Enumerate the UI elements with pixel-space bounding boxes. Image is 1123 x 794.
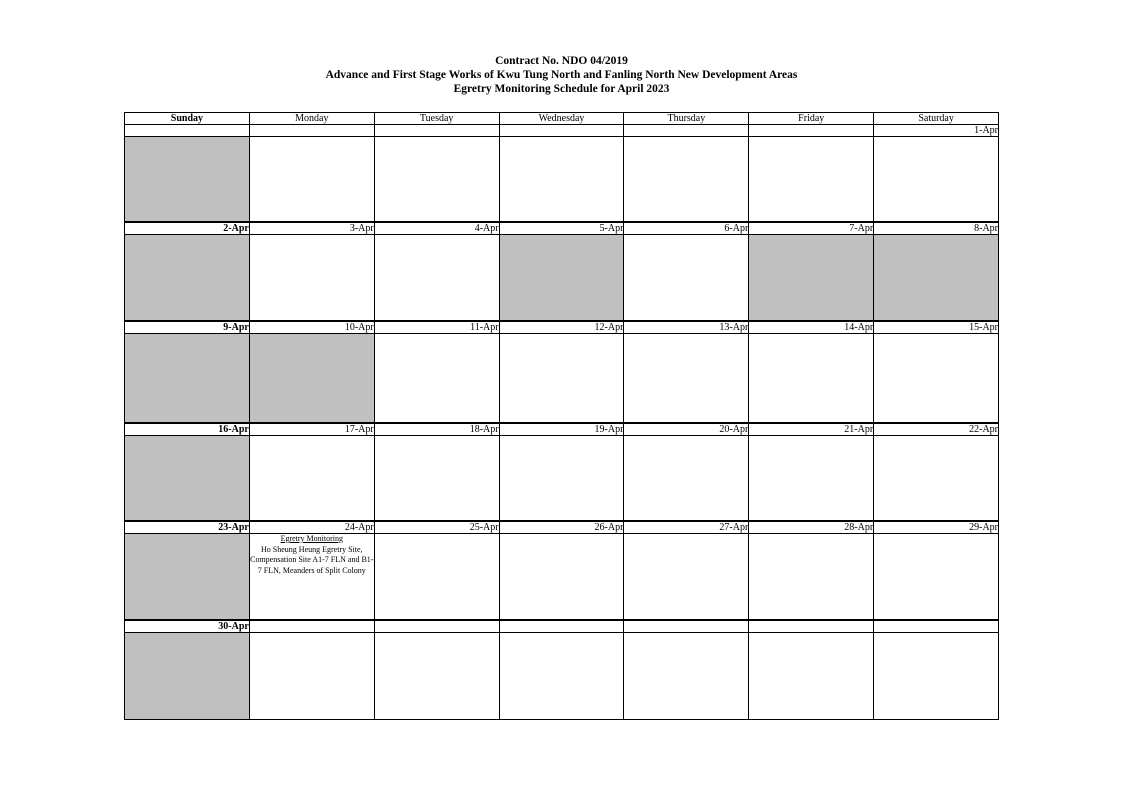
day-cell	[125, 435, 250, 521]
day-cell	[374, 334, 499, 423]
date-label	[125, 125, 250, 137]
day-cell	[749, 632, 874, 719]
day-cell	[125, 334, 250, 423]
day-header-tuesday: Tuesday	[374, 113, 499, 125]
day-cell	[499, 632, 624, 719]
project-title: Advance and First Stage Works of Kwu Tung North and Fanling North New Development Areas	[325, 69, 798, 81]
day-cell	[749, 137, 874, 222]
date-label: 6-Apr	[624, 222, 749, 235]
day-cell	[499, 334, 624, 423]
date-label: 22-Apr	[874, 423, 999, 436]
date-label: 14-Apr	[749, 321, 874, 334]
day-cell	[749, 234, 874, 321]
contract-number: Contract No. NDO 04/2019	[495, 55, 628, 67]
week-6-date-row	[125, 620, 999, 633]
day-cell	[125, 137, 250, 222]
event-title: Egretry Monitoring	[280, 534, 343, 543]
week-3-body-row	[125, 334, 999, 423]
day-cell	[374, 632, 499, 719]
day-cell	[499, 234, 624, 321]
day-cell	[249, 137, 374, 222]
day-header-monday: Monday	[249, 113, 374, 125]
week-5-body-row	[125, 534, 999, 620]
day-cell	[249, 534, 374, 620]
day-cell	[249, 334, 374, 423]
week-2-body-row	[125, 234, 999, 321]
day-cell	[749, 435, 874, 521]
date-label: 29-Apr	[874, 521, 999, 534]
week-3-date-row	[125, 321, 999, 334]
day-cell	[624, 534, 749, 620]
day-cell	[749, 534, 874, 620]
date-label: 30-Apr	[125, 620, 250, 633]
day-cell	[874, 534, 999, 620]
date-label: 3-Apr	[249, 222, 374, 235]
date-label: 27-Apr	[624, 521, 749, 534]
day-cell	[374, 534, 499, 620]
date-label: 23-Apr	[125, 521, 250, 534]
week-4-date-row	[125, 423, 999, 436]
week-5-date-row	[125, 521, 999, 534]
day-cell	[624, 632, 749, 719]
day-header-sunday: Sunday	[125, 113, 250, 125]
date-label: 5-Apr	[499, 222, 624, 235]
date-label: 19-Apr	[499, 423, 624, 436]
day-cell	[499, 137, 624, 222]
date-label: 11-Apr	[374, 321, 499, 334]
date-label: 9-Apr	[125, 321, 250, 334]
day-cell	[125, 234, 250, 321]
day-header-friday: Friday	[749, 113, 874, 125]
week-1-body-row	[125, 137, 999, 222]
date-label: 16-Apr	[125, 423, 250, 436]
date-label: 4-Apr	[374, 222, 499, 235]
day-cell	[125, 534, 250, 620]
date-label: 26-Apr	[499, 521, 624, 534]
date-label: 10-Apr	[249, 321, 374, 334]
day-cell	[125, 632, 250, 719]
date-label: 13-Apr	[624, 321, 749, 334]
week-1-date-row	[125, 125, 999, 137]
date-label: 7-Apr	[749, 222, 874, 235]
day-header-saturday: Saturday	[874, 113, 999, 125]
day-cell	[624, 234, 749, 321]
date-label	[499, 620, 624, 633]
day-cell	[874, 334, 999, 423]
date-label	[624, 620, 749, 633]
schedule-header	[0, 54, 1123, 96]
date-label	[749, 125, 874, 137]
week-4-body-row	[125, 435, 999, 521]
day-header-wednesday: Wednesday	[499, 113, 624, 125]
day-cell	[624, 334, 749, 423]
date-label	[749, 620, 874, 633]
day-cell	[624, 137, 749, 222]
date-label: 1-Apr	[874, 125, 999, 137]
date-label	[249, 125, 374, 137]
date-label	[374, 620, 499, 633]
day-cell	[249, 234, 374, 321]
monthly-calendar	[124, 112, 999, 720]
date-label	[874, 620, 999, 633]
date-label: 2-Apr	[125, 222, 250, 235]
day-cell	[249, 632, 374, 719]
day-cell	[874, 632, 999, 719]
week-6-body-row	[125, 632, 999, 719]
day-cell	[624, 435, 749, 521]
day-cell	[874, 435, 999, 521]
day-cell	[499, 435, 624, 521]
day-cell	[499, 534, 624, 620]
event-locations: Ho Sheung Heung Egretry Site, Compensation Site A1-7 FLN and B1-7 FLN, Meanders of Split Colony	[250, 544, 374, 575]
day-cell	[874, 137, 999, 222]
date-label	[624, 125, 749, 137]
date-label: 24-Apr	[249, 521, 374, 534]
date-label: 20-Apr	[624, 423, 749, 436]
date-label: 12-Apr	[499, 321, 624, 334]
day-cell	[374, 234, 499, 321]
date-label: 28-Apr	[749, 521, 874, 534]
date-label	[374, 125, 499, 137]
date-label: 21-Apr	[749, 423, 874, 436]
date-label: 25-Apr	[374, 521, 499, 534]
schedule-title: Egretry Monitoring Schedule for April 2023	[453, 83, 670, 95]
date-label: 17-Apr	[249, 423, 374, 436]
day-cell	[374, 137, 499, 222]
day-cell	[374, 435, 499, 521]
date-label: 8-Apr	[874, 222, 999, 235]
date-label: 18-Apr	[374, 423, 499, 436]
week-2-date-row	[125, 222, 999, 235]
day-cell	[749, 334, 874, 423]
day-cell	[874, 234, 999, 321]
date-label	[499, 125, 624, 137]
date-label	[249, 620, 374, 633]
day-header-thursday: Thursday	[624, 113, 749, 125]
weekday-header-row	[125, 113, 999, 125]
day-cell	[249, 435, 374, 521]
date-label: 15-Apr	[874, 321, 999, 334]
